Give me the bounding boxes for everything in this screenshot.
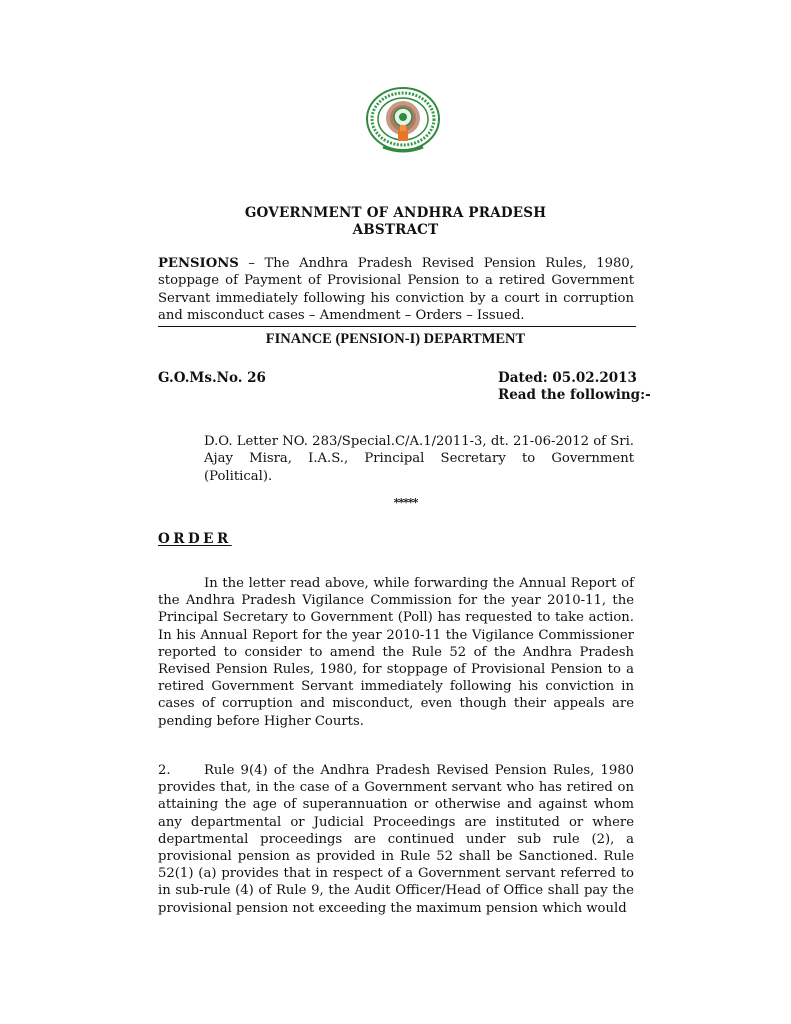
reference-letter: D.O. Letter NO. 283/Special.C/A.1/2011-3, dt. 21-06-2012 of Sri. Ajay Misra, I.A.S., Principal Secretary to Government (Political).: [204, 434, 634, 484]
separator-stars: *****: [393, 496, 418, 509]
paragraph-1: In the letter read above, while forwarding the Annual Report of the Andhra Pradesh Vigilance Commission for the year 2010-11, the Principal Secretary to Government (Poll) has requested to take action. In his Annual Report for the year 2010-11 the Vigilance Commissioner reported to consider to amend the Rule 52 of the Andhra Pradesh Revised Pension Rules, 1980, for stoppage of Provisional Pension to a retired Government Servant immediately following his conviction in cases of corruption and misconduct, even though their appeals are pending before Higher Courts.: [158, 576, 634, 729]
go-number: G.O.Ms.No. 26: [158, 370, 266, 386]
date-block: [498, 370, 651, 404]
paragraph-2: [158, 762, 634, 917]
read-following-label: Read the following:-: [498, 387, 651, 403]
paragraph-2-text: Rule 9(4) of the Andhra Pradesh Revised Pension Rules, 1980 provides that, in the case of a Government servant who has retired on attaining the age of superannuation or otherwise and against whom any departmental or Judicial Proceedings are instituted or where departmental proceedings are continued under sub rule (2), a provisional pension as provided in Rule 52 shall be Sanctioned. Rule 52(1) (a) provides that in respect of a Government servant referred to in sub-rule (4) of Rule 9, the Audit Officer/Head of Office shall pay the provisional pension not exceeding the maximum pension which would: [158, 763, 634, 916]
abstract-heading: ABSTRACT: [352, 222, 439, 238]
horizontal-divider: [158, 326, 636, 327]
paragraph-number: 2.: [158, 763, 171, 778]
subject-text: – The Andhra Pradesh Revised Pension Rules, 1980, stoppage of Payment of Provisional Pension to a retired Government Servant immediately following his conviction by a court in corruption and misconduct cases – Amendment – Orders – Issued.: [158, 256, 634, 323]
dated-label: Dated: 05.02.2013: [498, 370, 637, 386]
department-heading: FINANCE (PENSION-I) DEPARTMENT: [265, 331, 526, 347]
order-heading: ORDER: [158, 531, 232, 547]
government-heading: GOVERNMENT OF ANDHRA PRADESH: [244, 205, 547, 221]
subject-keyword: PENSIONS: [158, 256, 239, 271]
abstract-subject: [158, 255, 634, 324]
state-emblem-icon: [365, 85, 441, 161]
